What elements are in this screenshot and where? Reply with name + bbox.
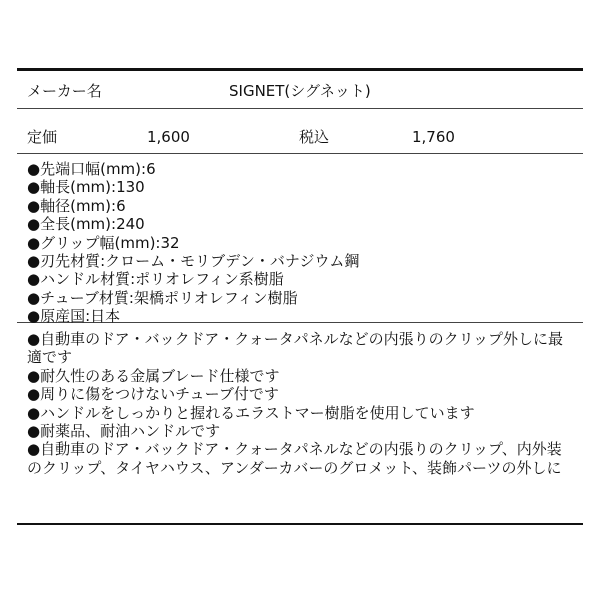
spec-item: ●軸長(mm):130 (27, 178, 145, 197)
feature-item: ●自動車のドア・バックドア・クォータパネルなどの内張りのクリップ外しに最適です (27, 330, 563, 367)
feature-item: ●耐久性のある金属ブレード仕様です (27, 366, 280, 385)
tax-price-label: 税込 (299, 128, 330, 146)
features-list (27, 330, 575, 477)
spec-table (17, 68, 583, 525)
price-row (17, 109, 583, 154)
spec-item: ●グリップ幅(mm):32 (27, 233, 180, 252)
maker-row (17, 71, 583, 109)
feature-item: ●耐薬品、耐油ハンドルです (27, 422, 221, 441)
maker-value: SIGNET(シグネット) (229, 82, 371, 100)
spec-item: ●全長(mm):240 (27, 215, 145, 234)
spec-item: ●刃先材質:クローム・モリブデン・バナジウム鋼 (27, 252, 360, 271)
feature-item: ●ハンドルをしっかりと握れるエラストマー樹脂を使用しています (27, 403, 475, 422)
tax-price-value: 1,760 (412, 128, 455, 146)
specs-row (17, 154, 583, 326)
feature-item: ●周りに傷をつけないチューブ付です (27, 385, 279, 404)
list-price-label: 定価 (27, 128, 58, 146)
spec-item: ●軸径(mm):6 (27, 196, 126, 215)
maker-label: メーカー名 (27, 82, 102, 100)
spec-item: ●ハンドル材質:ポリオレフィン系樹脂 (27, 270, 284, 289)
spec-item: ●先端口幅(mm):6 (27, 160, 156, 178)
spec-item: ●チューブ材質:架橋ポリオレフィン樹脂 (27, 288, 298, 307)
feature-item: ●自動車のドア・バックドア・クォータパネルなどの内張りのクリップ、内外装のクリップ、タイヤハウス、アンダーカバーのグロメット、装飾パーツの外しに (27, 440, 562, 477)
specs-list (27, 160, 359, 326)
list-price-value: 1,600 (147, 128, 190, 146)
spec-item: ●原産国:日本 (27, 307, 121, 326)
features-row (17, 323, 583, 523)
